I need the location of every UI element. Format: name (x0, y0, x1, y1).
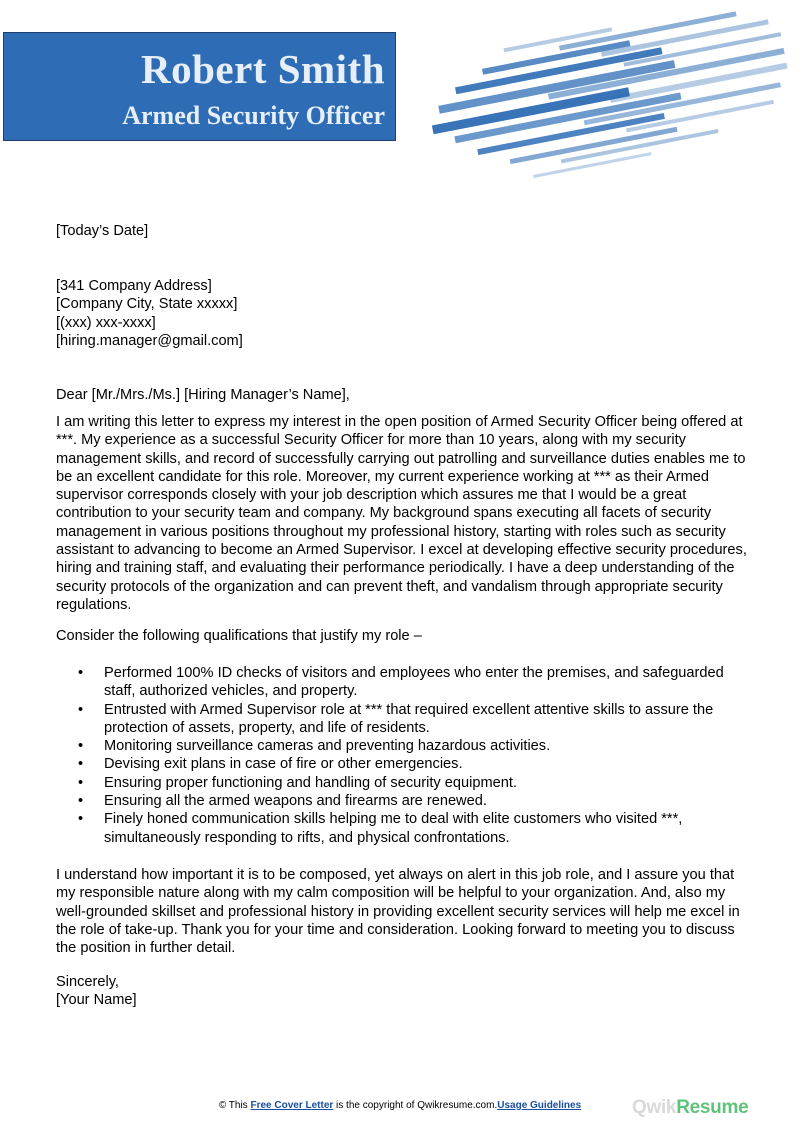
list-item (56, 792, 756, 810)
recipient-address (56, 277, 756, 350)
salutation: Dear [Mr./Mrs./Ms.] [Hiring Manager’s Name], (56, 387, 350, 403)
bullet-icon: • (78, 665, 84, 681)
address-line: [Company City, State xxxxx] (56, 296, 238, 313)
qualification-text: Finely honed communication skills helping me to deal with elite customers who visited ***, simultaneously responding to rifts, and physical confrontations. (104, 811, 683, 846)
bullet-icon: • (78, 701, 84, 718)
address-line: [hiring.manager@gmail.com] (56, 332, 243, 349)
usage-guidelines-link[interactable]: Usage Guidelines (497, 1100, 582, 1111)
qualification-text: Performed 100% ID checks of visitors and employees who enter the premises, and safeguarded staff, authorized vehicles, and property. (104, 665, 724, 700)
bullet-icon: • (78, 811, 84, 828)
qualification-text: Devising exit plans in case of fire or other emergencies. (104, 756, 463, 773)
qualification-text: Ensuring proper functioning and handling of security equipment. (104, 774, 517, 791)
body-paragraph-closing: I understand how important it is to be composed, yet always on alert in this job role, and I assure you that my responsible nature along with my calm composition will be helpful to your organization. And, also my well-grounded skillset and professional history in providing excellent security services will help me excel in the role of take-up. Thank you for your time and consideration. Looking forward to meeting you to discuss the position in further detail. (56, 867, 740, 957)
list-item (56, 664, 756, 701)
closing-phrase: Sincerely, (56, 974, 119, 990)
footer-prefix: © This (218, 1100, 251, 1111)
candidate-job-title: Armed Security Officer (122, 101, 385, 130)
body-paragraph-intro: I am writing this letter to express my interest in the open position of Armed Security Officer being offered at ***. My experience as a successful Security Officer for more than 10 years, along with my security management skills, and record of successfully carrying out patrolling and surveillance duties enables me to be an excellent candidate for this role. Moreover, my current experience working at *** as their Armed supervisor corresponds closely with your job description which assures me that I would be a great contribution to your security team and company. My background spans executing all facets of security management in various positions throughout my professional history, starting with roles such as security assistant to advancing to become an Armed Supervisor. I excel at developing effective security procedures, hiring and training staff, and evaluating their performance periodically. I have a deep understanding of the security protocols of the organization and can prevent theft, and vandalism through appropriate security regulations. (56, 414, 747, 613)
footer-middle-text: is the copyright of Qwikresume.com. (333, 1100, 498, 1111)
qualification-text: Entrusted with Armed Supervisor role at *** that required excellent attentive skills to assure the protection of assets, property, and life of residents. (104, 701, 714, 736)
list-item (56, 755, 756, 773)
qualifications-list (56, 664, 756, 847)
letter-closing (56, 973, 756, 1010)
address-line: [(xxx) xxx-xxxx] (56, 314, 156, 331)
bullet-icon: • (78, 793, 84, 810)
free-cover-letter-link[interactable]: Free Cover Letter (250, 1100, 334, 1111)
qualification-text: Ensuring all the armed weapons and firearms are renewed. (104, 793, 487, 810)
qualification-text: Monitoring surveillance cameras and preventing hazardous activities. (104, 738, 551, 755)
logo-part-qwik: Qwik (632, 1097, 677, 1118)
letter-date: [Today’s Date] (56, 223, 149, 239)
qwikresume-logo (632, 1097, 748, 1119)
logo-part-resume: Resume (676, 1097, 749, 1118)
address-line: [341 Company Address] (56, 278, 212, 294)
list-item (56, 737, 756, 755)
decorative-stripes-graphic (430, 10, 800, 185)
bullet-icon: • (78, 774, 84, 791)
qualifications-intro: Consider the following qualifications that justify my role – (56, 628, 422, 644)
bullet-icon: • (78, 738, 84, 755)
signature-name: [Your Name] (56, 992, 137, 1009)
list-item (56, 774, 756, 792)
bullet-icon: • (78, 756, 84, 773)
header-banner (3, 32, 396, 141)
list-item (56, 810, 756, 847)
list-item (56, 701, 756, 738)
candidate-name: Robert Smith (140, 46, 385, 92)
